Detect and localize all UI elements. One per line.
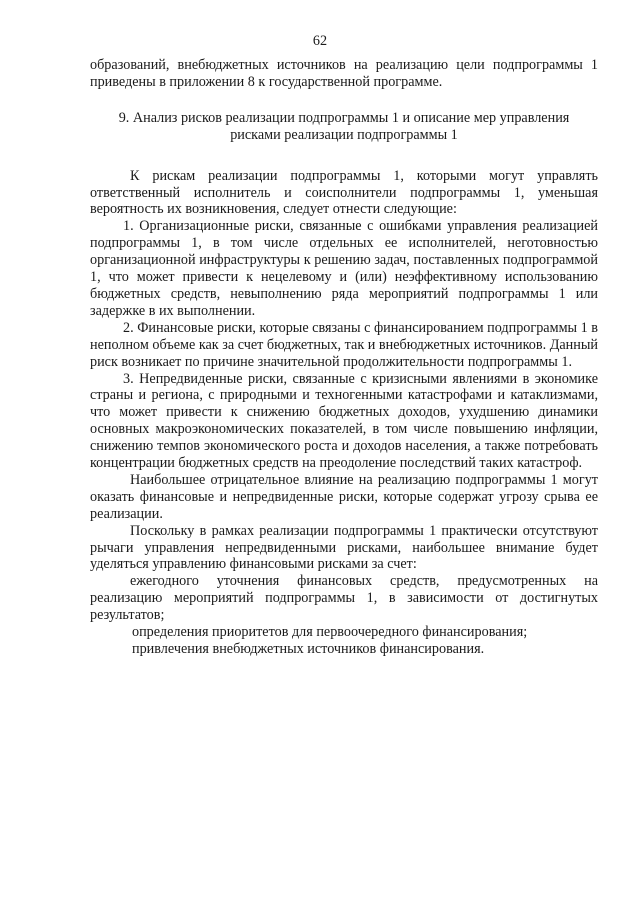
risk-impact-paragraph: Наибольшее отрицательное влияние на реализацию подпрограммы 1 могут оказать финансовые и непредвиденные риски, которые содержат угрозу срыва ее реализации.: [90, 471, 598, 522]
risks-intro-paragraph: К рискам реализации подпрограммы 1, которыми могут управлять ответственный исполнитель и соисполнители подпрограммы 1, уменьшая вероятность их возникновения, следует отнести следующие:: [90, 167, 598, 218]
page-body: [90, 57, 598, 658]
continued-paragraph: образований, внебюджетных источников на реализацию цели подпрограммы 1 приведены в приложении 8 к государственной программе.: [90, 57, 598, 90]
page-number: 62: [312, 33, 328, 49]
risk-management-paragraph: Поскольку в рамках реализации подпрограммы 1 практически отсутствуют рычаги управления непредвиденными рисками, наибольшее внимание будет уделяться управлению финансовыми рисками за счет:: [90, 522, 598, 573]
section-heading: 9. Анализ рисков реализации подпрограммы 1 и описание мер управления рисками реализации подпрограммы 1: [118, 109, 570, 143]
measure-annual-refinement: ежегодного уточнения финансовых средств, предусмотренных на реализацию мероприятий подпрограммы 1, в зависимости от достигнутых результатов;: [90, 573, 598, 624]
measure-extra-budget-sources: привлечения внебюджетных источников финансирования.: [132, 641, 485, 657]
financial-risks-paragraph: 2. Финансовые риски, которые связаны с финансированием подпрограммы 1 в неполном объеме как за счет бюджетных, так и внебюджетных источников. Данный риск возникает по причине значительной продолжительности подпрограммы 1.: [90, 319, 598, 370]
unforeseen-risks-paragraph: 3. Непредвиденные риски, связанные с кризисными явлениями в экономике страны и региона, с природными и техногенными катастрофами и катаклизмами, что может привести к снижению бюджетных доходов, ухудшению динамики основных макроэкономических показателей, в том числе повышению инфляции, снижению темпов экономического роста и доходов населения, а также потребовать концентрации бюджетных средств на преодоление последствий таких катастроф.: [90, 370, 598, 472]
organizational-risks-paragraph: 1. Организационные риски, связанные с ошибками управления реализацией подпрограммы 1, в том числе отдельных ее исполнителей, неготовностью организационной инфраструктуры к решению задач, поставленных подпрограммой 1, что может привести к нецелевому и (или) неэффективному использованию бюджетных средств, невыполнению ряда мероприятий подпрограммы 1 или задержке в их выполнении.: [90, 218, 598, 319]
measure-priorities: определения приоритетов для первоочередного финансирования;: [132, 624, 528, 641]
